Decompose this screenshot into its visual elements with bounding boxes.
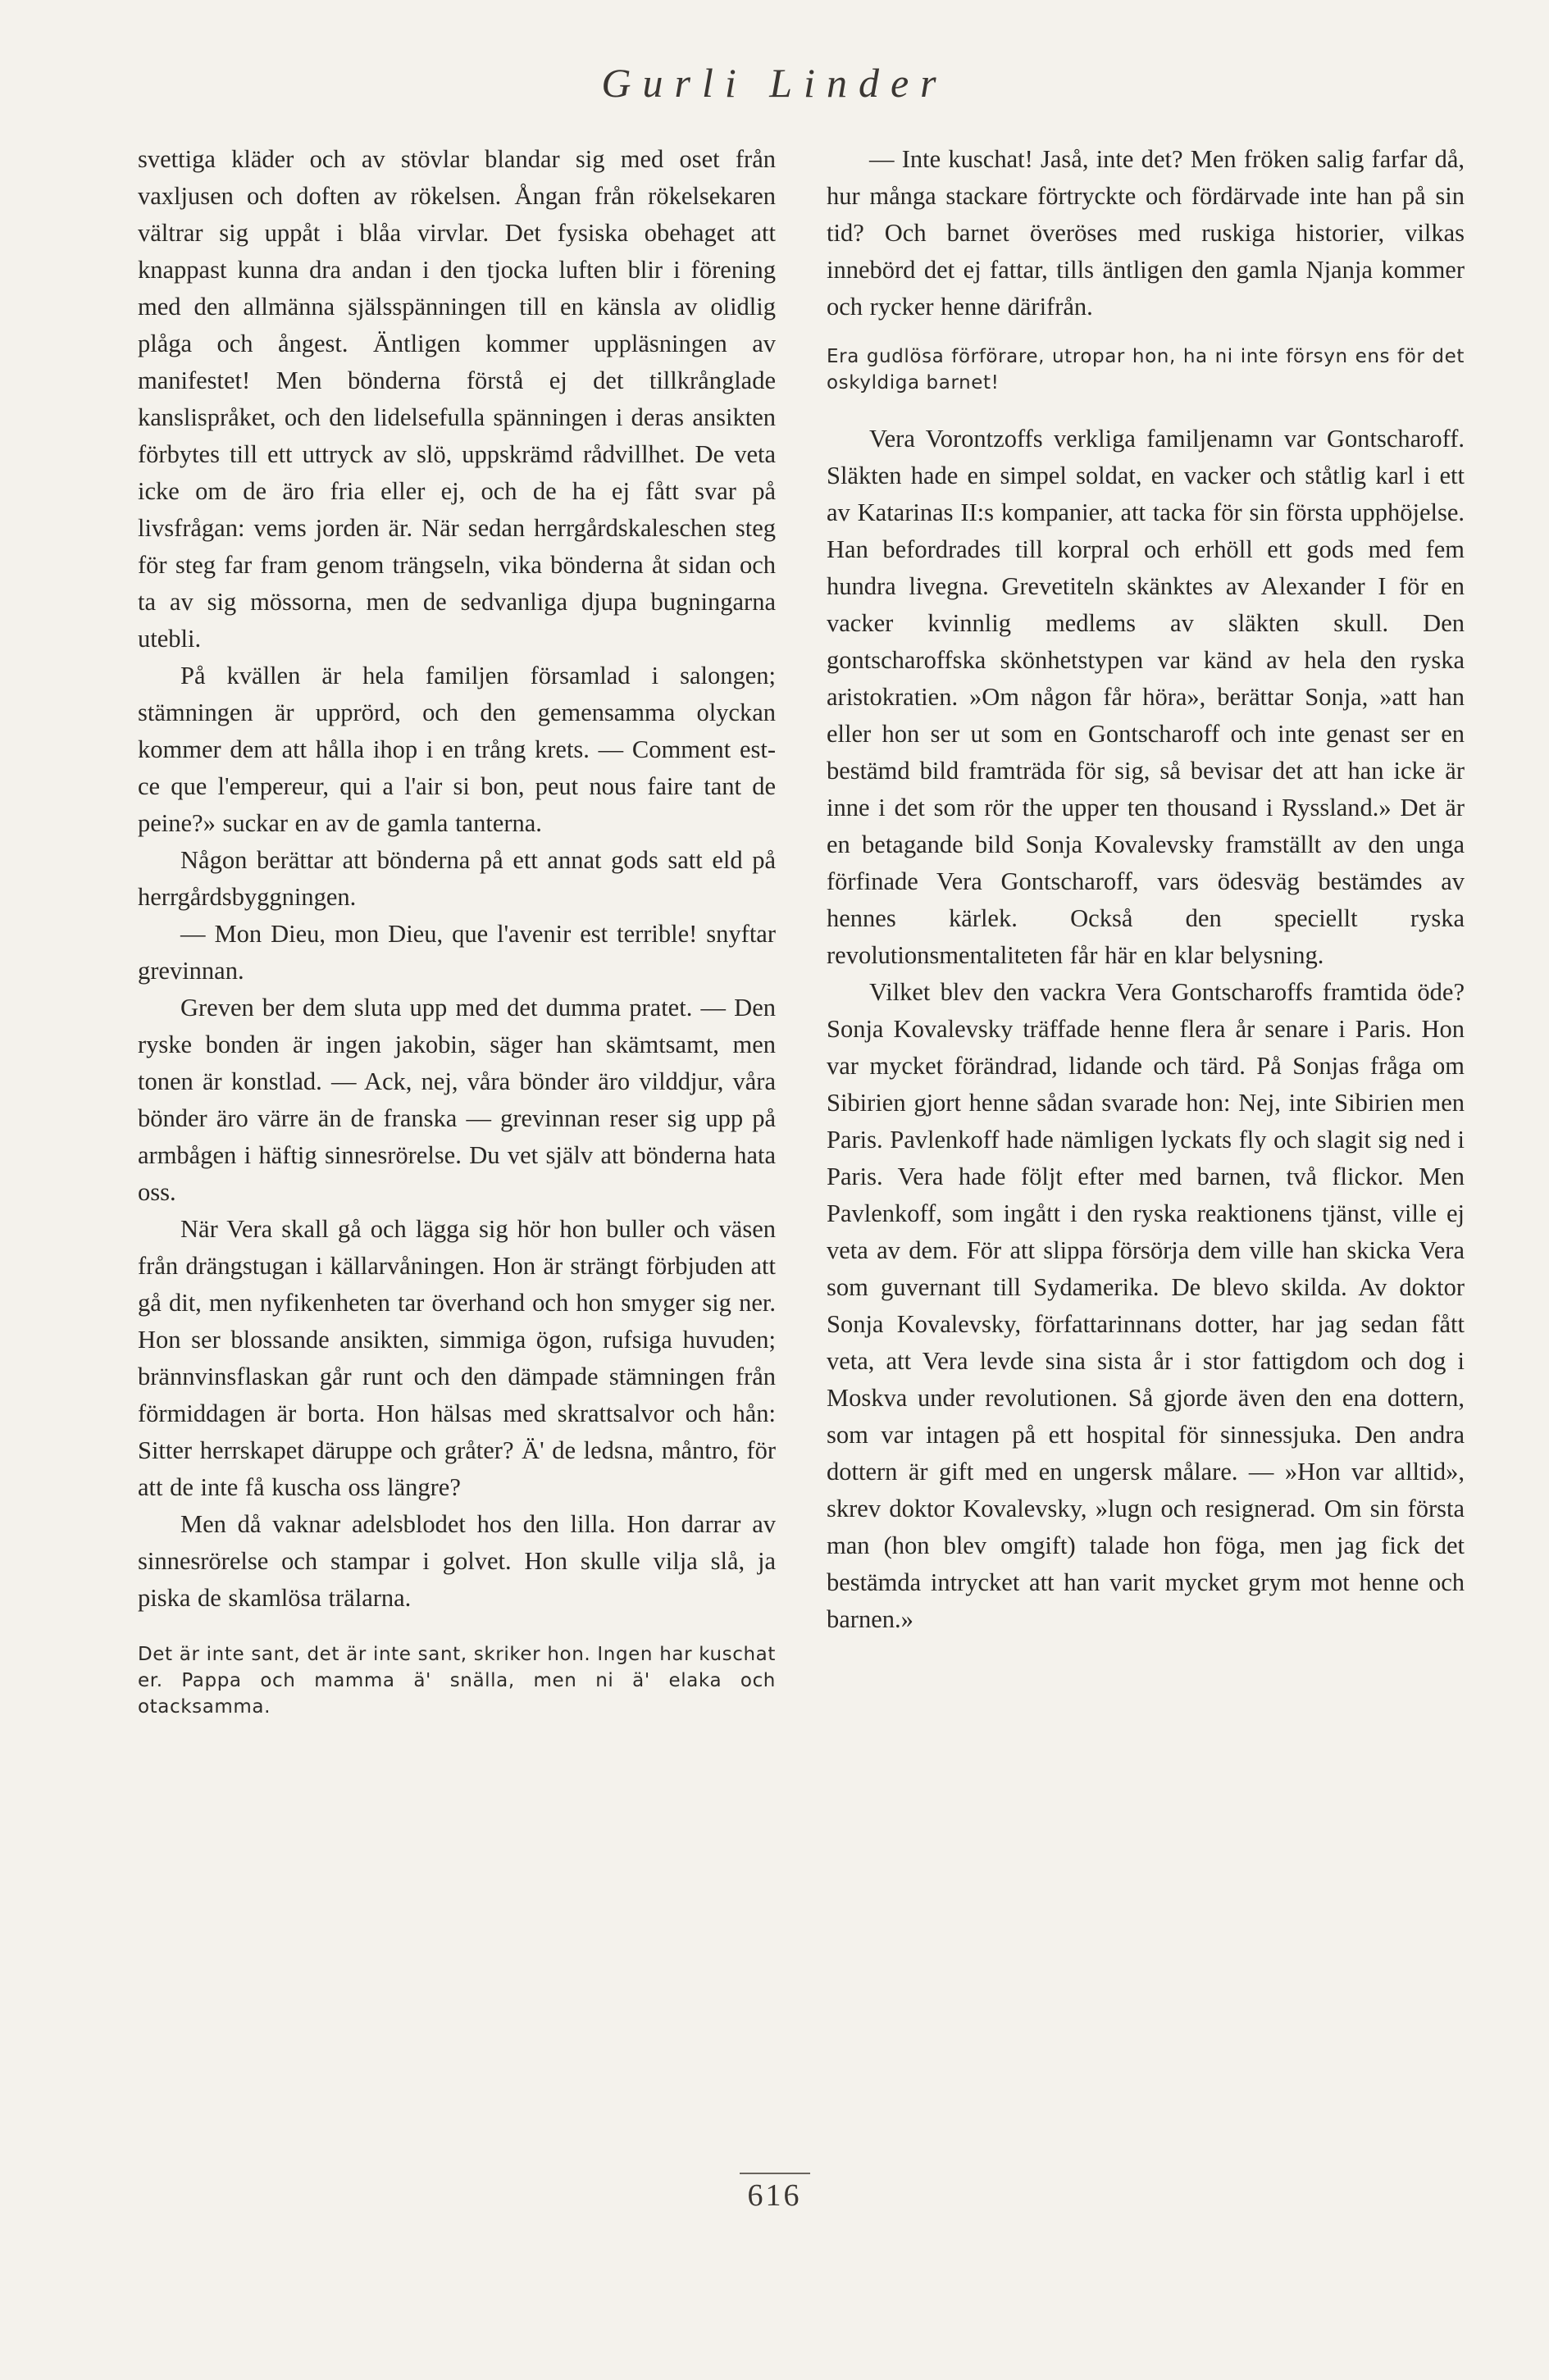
running-head: Gurli Linder — [601, 60, 948, 106]
paragraph: Någon berättar att bönderna på ett annat gods satt eld på herrgårdsbyggningen. — [138, 846, 776, 911]
paragraph: Greven ber dem sluta upp med det dumma pratet. — Den ryske bonden är ingen jakobin, säger han skämtsamt, men tonen är konstlad. — Ack, nej, våra bönder äro vilddjur, våra bönder äro värre än de franska — grevinnan reser sig upp på armbågen i häftig sinnesrörelse. Du vet själv att bönderna hata oss. — [138, 994, 776, 1206]
paragraph: På kvällen är hela familjen församlad i salongen; stämningen är upprörd, och den gemensamma olyckan kommer dem att hålla ihop i en trång krets. — Comment est-ce que l'empereur, qui a l'air si bon, peut nous faire tant de peine?» suckar en av de gamla tanterna. — [138, 662, 776, 837]
paragraph: Men då vaknar adelsblodet hos den lilla. Hon darrar av sinnesrörelse och stampar i golvet. Hon skulle vilja slå, ja piska de skamlösa trälarna. — [138, 1510, 776, 1612]
paragraph: — Inte kuschat! Jaså, inte det? Men fröken salig farfar då, hur många stackare förtryckte och fördärvade inte han på sin tid? Och barnet överöses med ruskiga historier, vilkas innebörd det ej fattar, tills äntligen den gamla Njanja kommer och rycker henne därifrån. — [827, 145, 1465, 321]
page-number-container — [0, 2173, 1549, 2214]
small-print-note: Era gudlösa förförare, utropar hon, ha ni inte försyn ens för det oskyldiga barnet! — [827, 346, 1465, 394]
page-number: 616 — [740, 2173, 810, 2214]
right-column — [827, 141, 1465, 1638]
paragraph: Vilket blev den vackra Vera Gontscharoffs framtida öde? Sonja Kovalevsky träffade henne flera år senare i Paris. Hon var mycket förändrad, lidande och tärd. På Sonjas fråga om Sibirien gjort henne sådan svarade hon: Nej, inte Sibirien men Paris. Pavlenkoff hade nämligen lyckats fly och slagit sig ned i Paris. Vera hade följt efter med barnen, två flickor. Men Pavlenkoff, som ingått i den ryska reaktionens tjänst, ville ej veta av dem. För att slippa försörja dem ville han skicka Vera som guvernant till Sydamerika. De blevo skilda. Av doktor Sonja Kovalevsky, författarinnans dotter, har jag sedan fått veta, att Vera levde sina sista år i stor fattigdom och dog i Moskva under revolutionen. Så gjorde även den ena dottern, som var intagen på ett hospital för sinnessjuka. Den andra dottern är gift med en ungersk målare. — »Hon var alltid», skrev doktor Kovalevsky, »lugn och resignerad. Om sin första man (hon blev omgift) talade hon föga, men jag fick det bestämda intrycket att han varit mycket grym mot henne och barnen.» — [827, 978, 1465, 1633]
left-column — [138, 141, 776, 1745]
paragraph: När Vera skall gå och lägga sig hör hon buller och väsen från drängstugan i källarvåningen. Hon är strängt förbjuden att gå dit, men nyfikenheten tar överhand och hon smyger sig ner. Hon ser blossande ansikten, simmiga ögon, rufsiga huvuden; brännvinsflaskan går runt och den dämpade stämningen från förmiddagen är borta. Hon hälsas med skrattsalvor och hån: Sitter herrskapet däruppe och gråter? Ä' de ledsna, måntro, för att de inte få kuscha oss längre? — [138, 1215, 776, 1501]
small-print-note: Det är inte sant, det är inte sant, skriker hon. Ingen har kuschat er. Pappa och mamma ä' snälla, men ni ä' elaka och otacksamma. — [138, 1644, 776, 1718]
paragraph: Vera Vorontzoffs verkliga familjenamn var Gontscharoff. Släkten hade en simpel soldat, en vacker och ståtlig karl i ett av Katarinas II:s kompanier, att tacka för sin första upphöjelse. Han befordrades till korpral och erhöll ett gods med fem hundra livegna. Grevetiteln skänktes av Alexander I för en vacker kvinnlig medlems av släkten skull. Den gontscharoffska skönhetstypen var känd av hela den ryska aristokratien. »Om någon får höra», berättar Sonja, »att han eller hon ser ut som en Gontscharoff och inte genast ser en bestämd bild framträda för sig, så bevisar det att han icke är inne i det som rör the upper ten thousand i Ryssland.» Det är en betagande bild Sonja Kovalevsky framställt av den unga förfinade Vera Gontscharoff, vars ödesväg bestämdes av hennes kärlek. Också den speciellt ryska revolutionsmentaliteten får här en klar belysning. — [827, 425, 1465, 969]
paragraph: — Mon Dieu, mon Dieu, que l'avenir est terrible! snyftar grevinnan. — [138, 920, 776, 985]
paragraph: svettiga kläder och av stövlar blandar sig med oset från vaxljusen och doften av rökelsen. Ångan från rökelsekaren vältrar sig uppåt i blåa virvlar. Det fysiska obehaget att knappast kunna dra andan i den tjocka luften blir i förening med den allmänna själsspänningen till en känsla av olidlig plåga och ångest. Äntligen kommer uppläsningen av manifestet! Men bönderna förstå ej det tillkrånglade kanslispråket, och den lidelsefulla spänningen i deras ansikten förbytes till ett uttryck av slö, uppskrämd rådvillhet. De veta icke om de äro fria eller ej, och de ha ej fått svar på livsfrågan: vems jorden är. När sedan herrgårdskaleschen steg för steg far fram genom trängseln, vika bönderna åt sidan och ta av sig mössorna, men de sedvanliga djupa bugningarna utebli. — [138, 145, 776, 653]
